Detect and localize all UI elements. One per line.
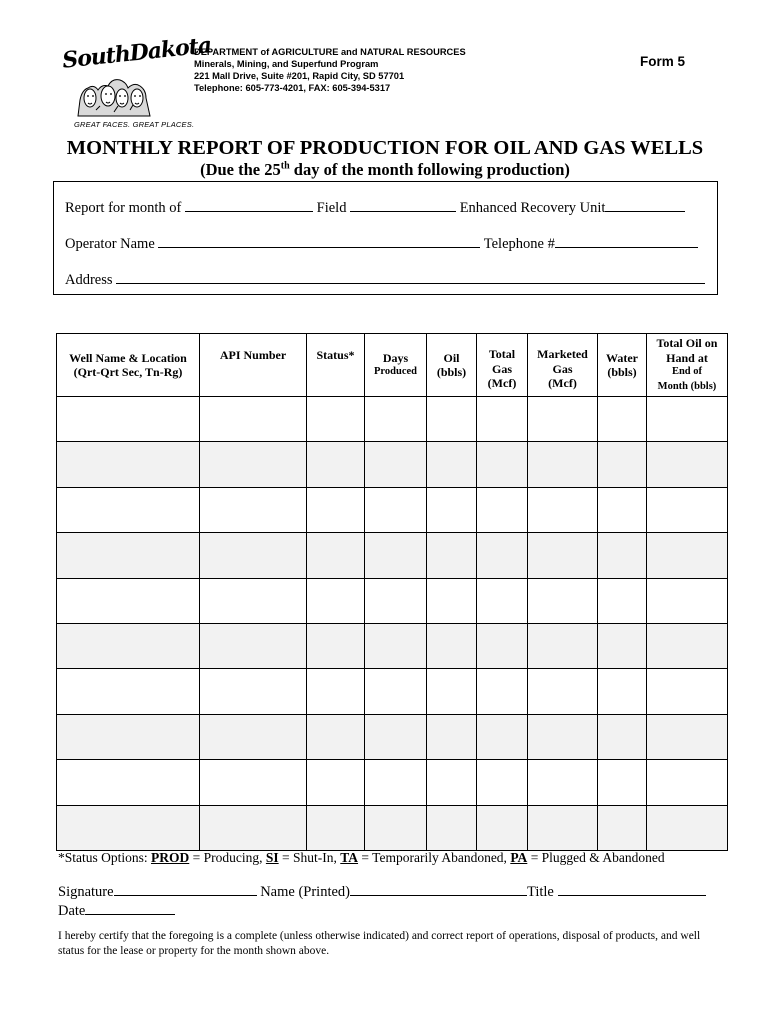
table-cell[interactable]: [365, 487, 427, 532]
col-header-total-oil-on-hand: [647, 334, 728, 397]
mount-rushmore-icon: [76, 70, 156, 118]
table-cell[interactable]: [57, 487, 200, 532]
table-cell[interactable]: [427, 578, 477, 623]
report-month-label: Report for month of: [65, 200, 182, 216]
table-cell[interactable]: [647, 714, 728, 759]
table-cell[interactable]: [57, 669, 200, 714]
col-header-text: API Number: [219, 348, 287, 362]
col-header-text: Oil: [443, 350, 460, 365]
table-row: [57, 442, 728, 487]
col-header-text: Gas: [491, 361, 512, 376]
signature-label: Signature: [58, 884, 114, 900]
report-info-line-3: [65, 272, 705, 289]
date-field[interactable]: [85, 904, 175, 915]
status-code-pa: PA: [510, 850, 528, 865]
table-cell[interactable]: [307, 487, 365, 532]
subtitle-text-rest: day of the month following production): [289, 160, 570, 179]
status-desc-prod: = Producing,: [189, 850, 266, 865]
col-header-oil: [427, 334, 477, 397]
col-header-text: Month (bbls): [657, 380, 717, 392]
table-cell[interactable]: [57, 805, 200, 850]
status-desc-ta: = Temporarily Abandoned,: [358, 850, 511, 865]
table-cell[interactable]: [528, 397, 598, 442]
operator-name-field[interactable]: [158, 237, 480, 248]
table-cell[interactable]: [598, 623, 647, 668]
table-cell[interactable]: [427, 760, 477, 805]
status-options-note: [58, 850, 665, 866]
address-field[interactable]: [116, 273, 705, 284]
production-table-body: [57, 397, 728, 851]
col-header-text: Days: [382, 350, 409, 365]
col-header-text: (Mcf): [548, 376, 577, 391]
table-cell[interactable]: [647, 442, 728, 487]
logo-script-text: SouthDakota: [61, 32, 213, 74]
table-cell[interactable]: [647, 760, 728, 805]
table-cell[interactable]: [57, 442, 200, 487]
table-cell[interactable]: [57, 760, 200, 805]
table-cell[interactable]: [528, 487, 598, 532]
table-row: [57, 623, 728, 668]
table-cell[interactable]: [528, 533, 598, 578]
table-cell[interactable]: [477, 714, 528, 759]
col-header-text: End of: [671, 366, 703, 377]
table-cell[interactable]: [598, 669, 647, 714]
report-info-line-1: [65, 200, 685, 217]
table-cell[interactable]: [307, 714, 365, 759]
telephone-field[interactable]: [555, 237, 698, 248]
table-cell[interactable]: [365, 578, 427, 623]
subtitle-text: (Due the 25: [200, 160, 281, 179]
table-cell[interactable]: [365, 714, 427, 759]
col-header-api-number: [200, 334, 307, 397]
telephone-label: Telephone #: [483, 236, 555, 252]
table-cell[interactable]: [528, 714, 598, 759]
col-header-text: (Mcf): [487, 376, 517, 391]
col-header-marketed-gas: [528, 334, 598, 397]
signature-line: [58, 884, 706, 901]
field-label: Field: [316, 200, 347, 216]
dept-line: Minerals, Mining, and Superfund Program: [194, 59, 379, 69]
table-cell[interactable]: [598, 442, 647, 487]
table-cell[interactable]: [365, 669, 427, 714]
table-cell[interactable]: [477, 487, 528, 532]
table-cell[interactable]: [528, 669, 598, 714]
table-cell[interactable]: [200, 760, 307, 805]
table-row: [57, 714, 728, 759]
table-cell[interactable]: [427, 487, 477, 532]
table-cell[interactable]: [307, 805, 365, 850]
table-cell[interactable]: [528, 760, 598, 805]
table-cell[interactable]: [427, 533, 477, 578]
table-cell[interactable]: [477, 623, 528, 668]
table-cell[interactable]: [647, 578, 728, 623]
table-cell[interactable]: [528, 805, 598, 850]
enhanced-recovery-unit-field[interactable]: [605, 201, 685, 212]
table-cell[interactable]: [528, 578, 598, 623]
col-header-text: Water: [606, 350, 638, 365]
table-cell[interactable]: [598, 805, 647, 850]
table-row: [57, 487, 728, 532]
table-cell[interactable]: [647, 533, 728, 578]
table-cell[interactable]: [477, 805, 528, 850]
table-header-row: [57, 334, 728, 397]
col-header-text: (Qrt-Qrt Sec, Tn-Rg): [73, 365, 183, 379]
col-header-text: (bbls): [607, 365, 637, 379]
table-cell[interactable]: [427, 397, 477, 442]
title-field[interactable]: [558, 885, 706, 896]
certification-statement: I hereby certify that the foregoing is a complete (unless otherwise indicated) and correct report of operations, disposal of products, and well status for the lease or property for the month shown above.: [58, 930, 701, 957]
date-label: Date: [58, 903, 86, 919]
table-cell[interactable]: [598, 714, 647, 759]
table-cell[interactable]: [598, 487, 647, 532]
page-title: MONTHLY REPORT OF PRODUCTION FOR OIL AND GAS WELLS: [66, 137, 704, 159]
status-code-prod: PROD: [151, 850, 190, 865]
printed-name-label: Name (Printed): [260, 884, 350, 900]
table-cell[interactable]: [647, 669, 728, 714]
title-label: Title: [527, 884, 554, 900]
status-code-ta: TA: [340, 850, 359, 865]
col-header-total-gas: [477, 334, 528, 397]
status-code-si: SI: [265, 850, 279, 865]
table-cell[interactable]: [307, 397, 365, 442]
col-header-water: [598, 334, 647, 397]
date-line: [58, 903, 175, 920]
table-cell[interactable]: [427, 623, 477, 668]
table-cell[interactable]: [598, 578, 647, 623]
table-cell[interactable]: [598, 397, 647, 442]
table-cell[interactable]: [200, 397, 307, 442]
table-cell[interactable]: [647, 397, 728, 442]
table-cell[interactable]: [57, 623, 200, 668]
signature-field[interactable]: [114, 885, 257, 896]
table-cell[interactable]: [200, 669, 307, 714]
col-header-text: Well Name & Location: [69, 350, 187, 365]
table-row: [57, 397, 728, 442]
col-header-text: Produced: [374, 366, 417, 377]
table-cell[interactable]: [427, 714, 477, 759]
status-note-prefix: *Status Options:: [58, 850, 152, 865]
page-subtitle: [0, 160, 770, 180]
status-desc-pa: = Plugged & Abandoned: [527, 850, 665, 865]
table-cell[interactable]: [365, 442, 427, 487]
col-header-days-produced: [365, 334, 427, 397]
state-logo: [61, 32, 213, 134]
table-cell[interactable]: [57, 533, 200, 578]
col-header-text: Gas: [552, 361, 573, 376]
table-cell[interactable]: [200, 805, 307, 850]
table-cell[interactable]: [647, 623, 728, 668]
table-cell[interactable]: [200, 578, 307, 623]
table-cell[interactable]: [427, 669, 477, 714]
table-cell[interactable]: [200, 533, 307, 578]
table-cell[interactable]: [365, 533, 427, 578]
table-cell[interactable]: [598, 760, 647, 805]
address-label: Address: [65, 272, 113, 288]
table-cell[interactable]: [477, 669, 528, 714]
col-header-text: (bbls): [436, 365, 467, 379]
table-cell[interactable]: [57, 714, 200, 759]
production-table: [56, 333, 728, 851]
table-row: [57, 578, 728, 623]
col-header-text: Hand at: [666, 350, 708, 365]
table-cell[interactable]: [427, 805, 477, 850]
subtitle-superscript: th: [280, 160, 290, 172]
table-cell[interactable]: [200, 487, 307, 532]
dept-line: DEPARTMENT of AGRICULTURE and NATURAL RESOURCES: [194, 47, 466, 57]
table-cell[interactable]: [477, 442, 528, 487]
col-header-status: [307, 334, 365, 397]
table-cell[interactable]: [307, 533, 365, 578]
table-cell[interactable]: [307, 578, 365, 623]
table-cell[interactable]: [427, 442, 477, 487]
table-cell[interactable]: [647, 805, 728, 850]
table-cell[interactable]: [200, 623, 307, 668]
enhanced-recovery-unit-label: Enhanced Recovery Unit: [459, 200, 606, 216]
report-info-box: [53, 181, 718, 295]
table-cell[interactable]: [598, 533, 647, 578]
table-cell[interactable]: [477, 760, 528, 805]
table-cell[interactable]: [477, 578, 528, 623]
printed-name-field[interactable]: [350, 885, 527, 896]
table-row: [57, 805, 728, 850]
table-cell[interactable]: [365, 760, 427, 805]
table-cell[interactable]: [307, 442, 365, 487]
report-info-line-2: [65, 236, 698, 253]
table-cell[interactable]: [200, 714, 307, 759]
col-header-well-name: [57, 334, 200, 397]
table-cell[interactable]: [477, 397, 528, 442]
department-address-block: [194, 46, 466, 94]
col-header-text: Status*: [316, 348, 355, 362]
logo-tagline: GREAT FACES. GREAT PLACES.: [74, 120, 195, 129]
table-cell[interactable]: [365, 623, 427, 668]
table-cell[interactable]: [647, 487, 728, 532]
table-row: [57, 669, 728, 714]
col-header-text: Total Oil on: [656, 336, 718, 350]
table-cell[interactable]: [57, 578, 200, 623]
table-cell[interactable]: [477, 533, 528, 578]
col-header-text: Total: [488, 347, 516, 362]
dept-line: Telephone: 605-773-4201, FAX: 605-394-5317: [194, 83, 391, 93]
table-cell[interactable]: [200, 442, 307, 487]
report-month-field[interactable]: [185, 201, 313, 212]
table-cell[interactable]: [57, 397, 200, 442]
table-cell[interactable]: [365, 805, 427, 850]
form-number: Form 5: [640, 54, 686, 69]
table-cell[interactable]: [365, 397, 427, 442]
field-name-field[interactable]: [350, 201, 456, 212]
table-row: [57, 760, 728, 805]
operator-name-label: Operator Name: [65, 236, 155, 252]
table-cell[interactable]: [307, 760, 365, 805]
col-header-text: Marketed: [537, 347, 588, 362]
table-row: [57, 533, 728, 578]
table-cell[interactable]: [528, 442, 598, 487]
table-cell[interactable]: [307, 669, 365, 714]
dept-line: 221 Mall Drive, Suite #201, Rapid City, SD 57701: [194, 71, 405, 81]
table-cell[interactable]: [528, 623, 598, 668]
status-desc-si: = Shut-In,: [278, 850, 341, 865]
table-cell[interactable]: [307, 623, 365, 668]
